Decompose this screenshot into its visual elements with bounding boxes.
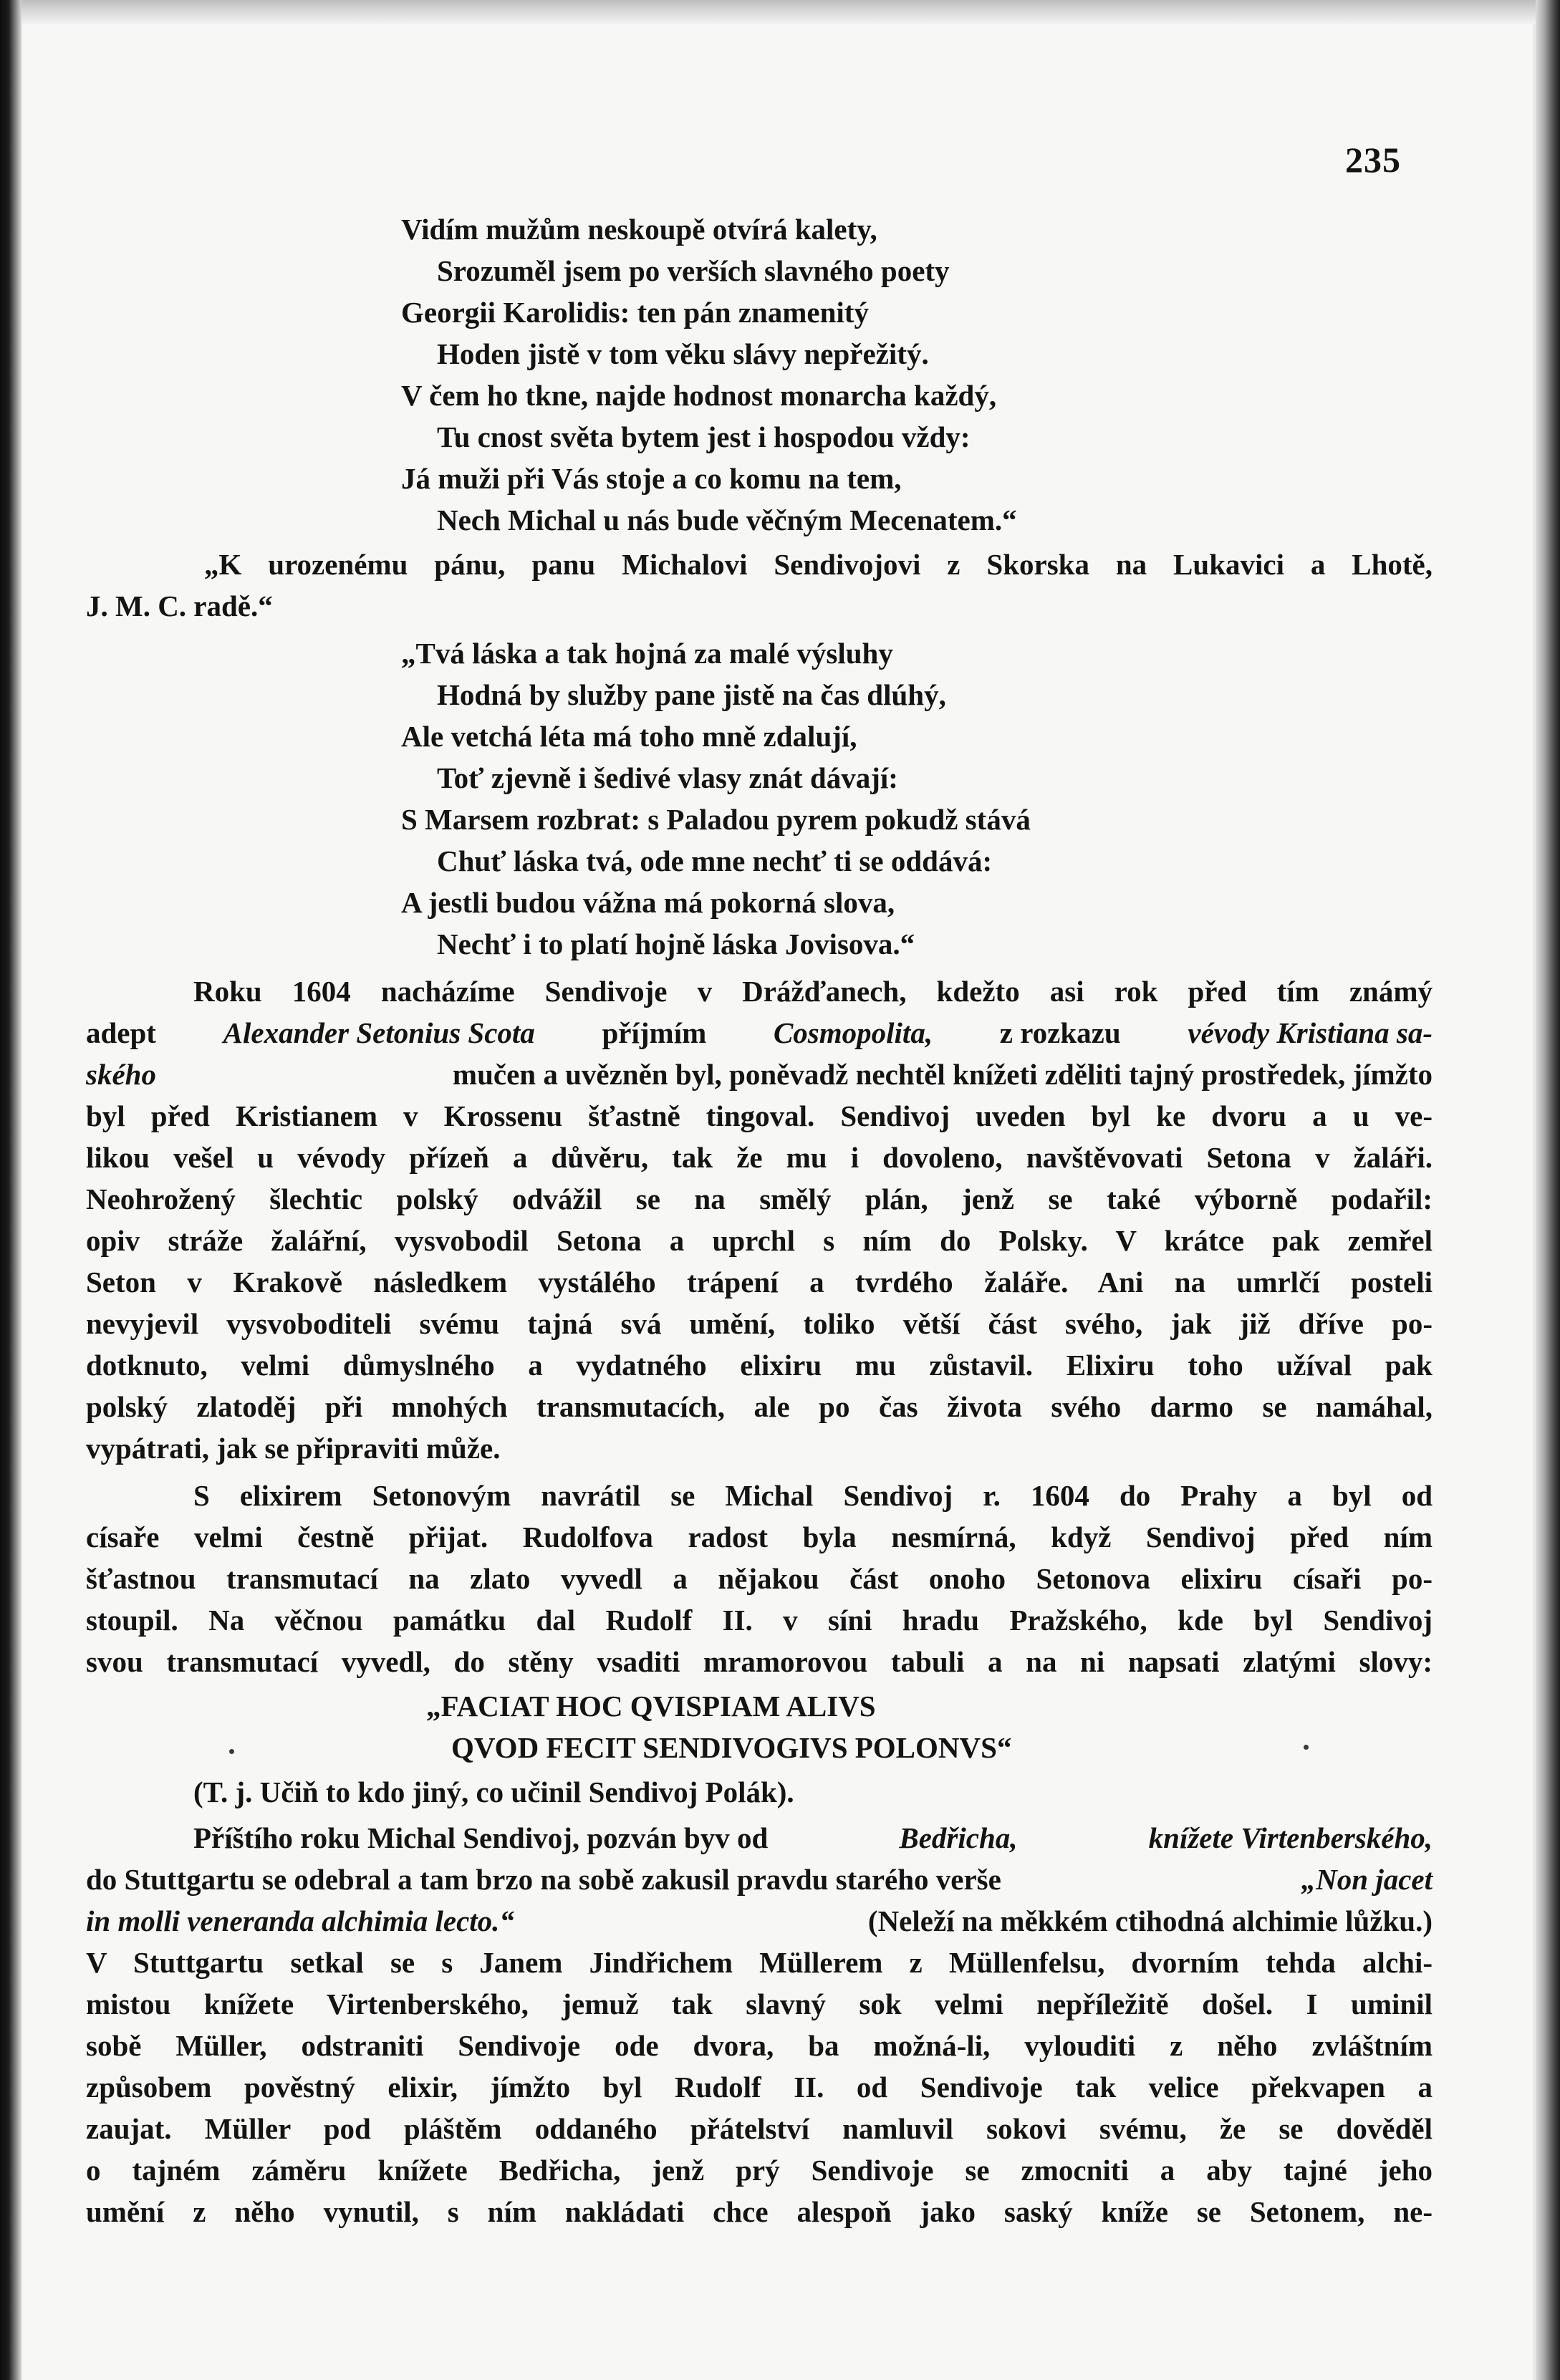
text-line: šťastnou transmutací na zlato vyvedl a nějakou část onoho Setonova elixiru císaři po-: [86, 1562, 1433, 1595]
text-line: [86, 1859, 1433, 1899]
text-line: o tajném záměru knížete Bedřicha, jenž prý Sendivoje se zmocniti a aby tajné jeho: [86, 2154, 1433, 2187]
poem-line: Ale vetchá léta má toho mně zdalují,: [401, 720, 857, 753]
text-line: V Stuttgartu setkal se s Janem Jindřichem Müllerem z Müllenfelsu, dvorním tehda alchi-: [86, 1946, 1433, 1979]
poem-line: V čem ho tkne, najde hodnost monarcha každý,: [401, 379, 997, 412]
dedication-line-1: „K urozenému pánu, panu Michalovi Sendivojovi z Skorska na Lukavici a Lhotě,: [204, 548, 1433, 581]
poem-line: Nech Michal u nás bude věčným Mecenatem.“: [437, 504, 1017, 536]
poem-line: Vidím mužům neskoupě otvírá kalety,: [401, 213, 877, 246]
latin-quote: in molli veneranda alchimia lecto.“: [86, 1904, 514, 1937]
poem-line: Hoden jistě v tom věku slávy nepřežitý.: [437, 337, 929, 370]
text-span: příjmím: [602, 1016, 707, 1049]
page-number: 235: [1345, 140, 1401, 180]
scan-shadow-left: [0, 0, 21, 2380]
text-line: Roku 1604 nacházíme Sendivoje v Drážďanech, kdežto asi rok před tím známý: [193, 975, 1433, 1008]
text-line: byl před Kristianem v Krossenu šťastně tingoval. Sendivoj uveden byl ke dvoru a u ve-: [86, 1099, 1433, 1132]
poem-line: Tu cnost světa bytem jest i hospodou vždy:: [437, 420, 971, 453]
scan-shadow-top: [21, 0, 1540, 24]
text-line: opiv stráže žalářní, vysvobodil Setona a uprchl s ním do Polsky. V krátce pak zemřel: [86, 1224, 1433, 1257]
latin-quote: „Non jacet: [1301, 1863, 1433, 1896]
text-line: nevyjevil vysvoboditeli svému tajná svá umění, toliko větší část svého, jak již dříve po-: [86, 1307, 1433, 1340]
text-span: Příštího roku Michal Sendivoj, pozván byv od: [193, 1821, 769, 1854]
inscription-line-1: „FACIAT HOC QVISPIAM ALIVS: [426, 1690, 876, 1723]
inscription-line-2: QVOD FECIT SENDIVOGIVS POLONVS“: [451, 1731, 1012, 1764]
poem-line: Nechť i to platí hojně láska Jovisova.“: [437, 928, 915, 960]
poem-line: Srozuměl jsem po verších slavného poety: [437, 254, 950, 287]
italic-name: vévody Kristiana sa-: [1188, 1016, 1433, 1049]
poem-line: Já muži při Vás stoje a co komu na tem,: [401, 462, 902, 495]
dedication-line-2: J. M. C. radě.“: [86, 589, 273, 622]
inscription-translation: (T. j. Učiň to kdo jiný, co učinil Sendivoj Polák).: [193, 1776, 794, 1808]
scan-shadow-right: [1536, 0, 1560, 2380]
text-line: likou vešel u vévody přízeň a důvěru, tak že mu i dovoleno, navštěvovati Setona v žaláři.: [86, 1141, 1433, 1174]
poem-line: Hodná by služby pane jistě na čas dlúhý,: [437, 678, 946, 711]
poem-line: Chuť láska tvá, ode mne nechť ti se oddává:: [437, 844, 993, 877]
text-line: [86, 1901, 1433, 1941]
text-line: mistou knížete Virtenberského, jemuž tak slavný sok velmi nepříležitě došel. I uminil: [86, 1988, 1433, 2020]
italic-name: Alexander Setonius Scota: [223, 1016, 535, 1049]
text-line: svou transmutací vyvedl, do stěny vsaditi mramorovou tabuli a na ni napsati zlatými slovy:: [86, 1645, 1433, 1678]
text-line: [86, 1054, 1433, 1094]
text-line: polský zlatoděj při mnohých transmutacích, ale po čas života svého darmo se namáhal,: [86, 1390, 1433, 1423]
poem-line: S Marsem rozbrat: s Paladou pyrem pokudž stává: [401, 803, 1031, 836]
text-line: císaře velmi čestně přijat. Rudolfova radost byla nesmírná, když Sendivoj před ním: [86, 1521, 1433, 1553]
text-span: (Neleží na měkkém ctihodná alchimie lůžku.): [867, 1904, 1433, 1937]
italic-name: Cosmopolita,: [773, 1016, 933, 1049]
text-line: Seton v Krakově následkem vystálého trápení a tvrdého žaláře. Ani na umrlčí posteli: [86, 1266, 1433, 1299]
poem-line: Toť zjevně i šedivé vlasy znát dávají:: [437, 761, 898, 794]
text-line: Neohrožený šlechtic polský odvážil se na smělý plán, jenž se také výborně podařil:: [86, 1182, 1433, 1215]
book-page: [21, 24, 1533, 2380]
text-line: způsobem pověstný elixir, jímžto byl Rudolf II. od Sendivoje tak velice překvapen a: [86, 2071, 1433, 2104]
poem-line: A jestli budou vážna má pokorná slova,: [401, 886, 895, 919]
italic-name: ského: [86, 1058, 156, 1091]
text-span: do Stuttgartu se odebral a tam brzo na sobě zakusil pravdu starého verše: [86, 1863, 1001, 1896]
italic-name: Bedřicha,: [899, 1821, 1018, 1854]
text-line: umění z něho vynutil, s ním nakládati chce alespoň jako saský kníže se Setonem, ne-: [86, 2195, 1433, 2228]
ink-speck: [229, 1749, 234, 1754]
text-line: zaujat. Müller pod pláštěm oddaného přátelství namluvil sokovi svému, že se dověděl: [86, 2112, 1433, 2145]
text-line: dotknuto, velmi důmyslného a vydatného elixiru mu zůstavil. Elixiru toho užíval pak: [86, 1349, 1433, 1382]
poem-line: Georgii Karolidis: ten pán znamenitý: [401, 296, 869, 329]
text-line: stoupil. Na věčnou památku dal Rudolf II. v síni hradu Pražského, kde byl Sendivoj: [86, 1604, 1433, 1637]
ink-speck: [1304, 1745, 1309, 1750]
text-line: sobě Müller, odstraniti Sendivoje ode dvora, ba možná-li, vylouditi z něho zvláštním: [86, 2029, 1433, 2062]
poem-line: „Tvá láska a tak hojná za malé výsluhy: [401, 637, 893, 670]
text-line: [86, 1013, 1433, 1053]
text-line: [193, 1818, 1433, 1858]
text-line: vypátrati, jak se připraviti může.: [86, 1432, 501, 1465]
text-span: adept: [86, 1016, 156, 1049]
text-line: S elixirem Setonovým navrátil se Michal Sendivoj r. 1604 do Prahy a byl od: [193, 1479, 1433, 1512]
italic-name: knížete Virtenberského,: [1148, 1821, 1433, 1854]
text-span: mučen a uvězněn byl, poněvadž nechtěl knížeti zděliti tajný prostředek, jímžto: [452, 1058, 1433, 1091]
text-span: z rozkazu: [999, 1016, 1121, 1049]
